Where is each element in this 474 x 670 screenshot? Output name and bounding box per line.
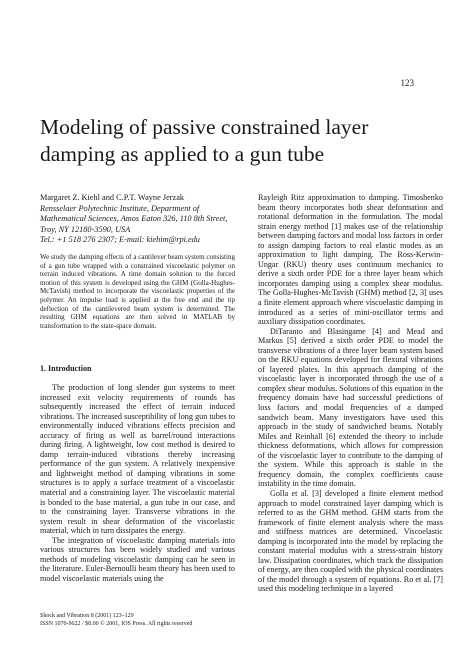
author-names: Margaret Z. Kiehl and C.P.T. Wayne Jerzak <box>40 193 185 202</box>
author-block <box>40 193 235 245</box>
paper-title: Modeling of passive constrained layer damping as applied to a gun tube <box>40 115 369 166</box>
author-affiliation: Rensselaer Polytechnic Institute, Department of Mathematical Sciences, Amos Eaton 326, 110 8th Street, Troy, NY 12180-3590, USA <box>40 204 228 234</box>
issn-line: ISSN 1070-9622 / $8.00 © 2001, IOS Press. All rights reserved <box>40 621 193 627</box>
abstract: We study the damping effects of a cantilever beam system consisting of a gun tube wrapped with a constrained viscoelastic polymer on terrain induced vibrations. A time domain solution to the forced motion of this system is developed using the GHM (Golla-Hughes-McTavish) method to incorporate the viscoelastic properties of the polymer. An impulse load is applied at the free end and the tip deflection of the cantilevered beam system is determined. The resulting GHM equations are then solved in MATLAB by transformation to the state-space domain. <box>40 253 235 330</box>
paragraph: The production of long slender gun systems to meet increased exit velocity requirements of rounds has subsequently increased the effect of terrain induced vibrations. The increased susceptibility of long gun tubes to environmentally induced vibrations effects precision and accuracy of firing as well as barrel/round interactions during firing. A lightweight, low cost method is desired to damp terrain-induced vibrations thereby increasing performance of the gun system. A relatively inexpensive and lightweight method of damping vibrations in some structures is to apply a surface treatment of a viscoelastic material and a constraining layer. The viscoelastic material is bonded to the base material, a gun tube in our case, and to the constraining layer. Transverse vibrations in the system result in shear deformation of the viscoelastic material, which in turn dissipates the energy. <box>40 383 235 536</box>
paragraph: Golla et al. [3] developed a finite element method approach to model constrained layer damping which is referred to as the GHM method. GHM starts from the framework of finite element analysis where the mass and stiffness matrices are determined. Viscoelastic damping is incorporated into the model by replacing the constant material modulus with a stress-strain history law. Dissipation coordinates, which track the dissipation of energy, are then coupled with the physical coordinates of the model through a system of equations. Ro et al. [7] used this modeling technique in a layered <box>258 488 444 594</box>
right-column-body <box>258 193 443 594</box>
section-heading: 1. Introduction <box>40 364 92 373</box>
paragraph: DiTaranto and Blasingame [4] and Mead and Markus [5] derived a sixth order PDE to model the transverse vibrations of a three layer beam system based on the RKU equations developed for flexural vibrations of layered plates. In this approach damping of the viscoelastic layer is incorporated through the use of a complex shear modulus. Solutions of this equation in the frequency domain have had successful predictions of loss factors and modal frequencies of a damped sandwich beam. Many investigators have used this approach in the study of sandwiched beams. Notably Miles and Reinhall [6] extended the theory to include thickness deformations, which allows for compression of the viscoelastic layer to contribute to the damping of the system. While this approach is stable in the frequency domain, the complex coefficients cause instability in the time domain. <box>258 326 443 489</box>
author-contact: Tel.: +1 518 276 2307; E-mail: kiehim@rpi.edu <box>40 234 200 244</box>
footer <box>40 612 192 628</box>
paragraph: The integration of viscoelastic damping materials into various structures has been widely studied and various methods of modeling viscoelastic damping can be seen in the literature. Euler-Bernoulli beam theory has been used to model viscoelastic materials using the <box>40 535 235 583</box>
journal-citation: Shock and Vibration 8 (2001) 123–129 <box>40 613 134 619</box>
left-column-body <box>40 383 235 583</box>
paragraph: Rayleigh Ritz approximation to damping. Timoshenko beam theory incorporates both shear deformation and rotational deformation in the formulation. The modal strain energy method [1] makes use of the relationship between damping factors and modal loss factors in order to assign damping factors to real elastic modes as an approximation to light damping. The Ross-Kerwin-Ungar (RKU) theory uses continuum mechanics to derive a sixth order PDE for a three layer beam which incorporates damping using a complex shear modulus. The Golla-Hughes-McTavish (GHM) method [2, 3] uses a finite element approach where viscoelastic damping in introduced as a series of mini-oscillator terms and auxiliary dissipation coordinates. <box>258 193 443 327</box>
page-number: 123 <box>400 78 414 88</box>
